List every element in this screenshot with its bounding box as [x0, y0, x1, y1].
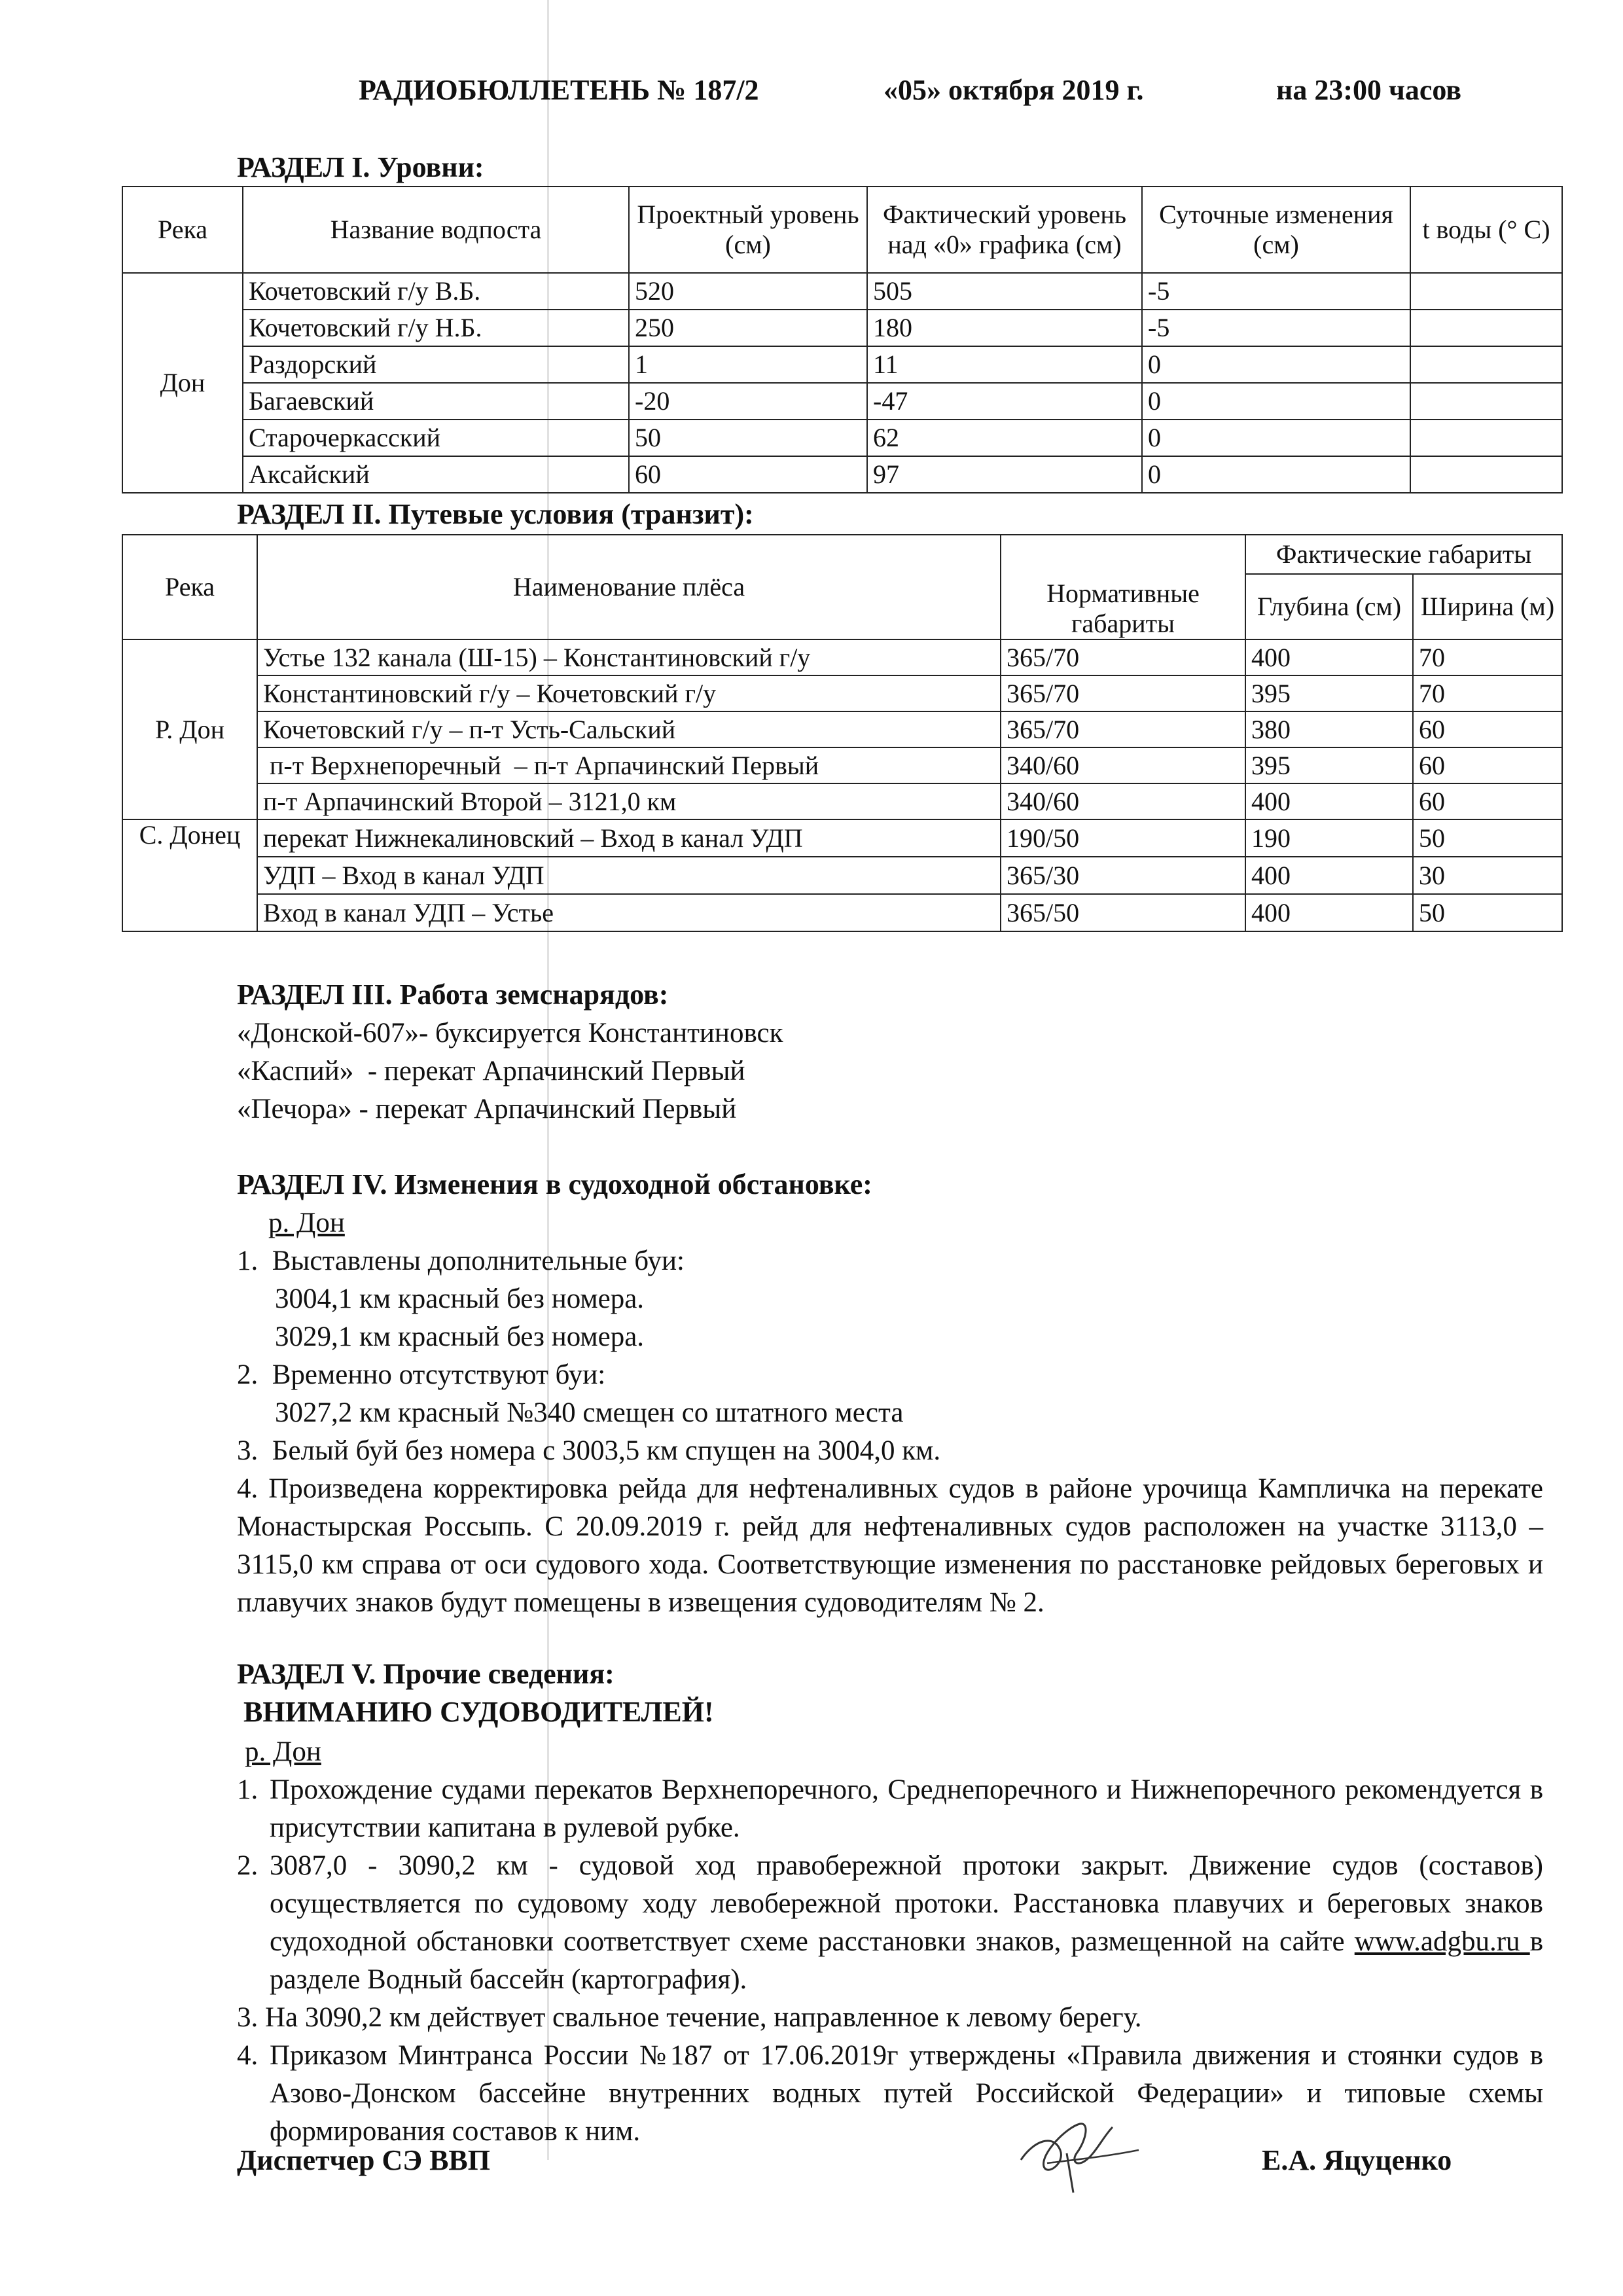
table-row	[122, 675, 1562, 711]
depth-cell: 395	[1245, 747, 1413, 783]
width-cell: 60	[1413, 783, 1562, 819]
col-norm-dims: Нормативные габариты	[1001, 535, 1245, 639]
col-width: Ширина (м)	[1413, 574, 1562, 639]
change-cell: 0	[1142, 383, 1410, 420]
temp-cell	[1410, 456, 1562, 493]
levels-header-row	[122, 187, 1562, 273]
change-cell: 0	[1142, 346, 1410, 383]
table-row	[122, 894, 1562, 931]
design-cell: 250	[629, 310, 867, 346]
transit-header-row-1	[122, 535, 1562, 574]
table-row	[122, 456, 1562, 493]
change-cell: 0	[1142, 420, 1410, 456]
width-cell: 50	[1413, 819, 1562, 857]
dredger-line: «Донской-607»- буксируется Константиновск	[237, 1018, 783, 1049]
col-design-level: Проектный уровень (см)	[629, 187, 867, 273]
bulletin-time: на 23:00 часов	[1276, 74, 1462, 106]
notice-1-text: Прохождение судами перекатов Верхнепоречного, Среднепоречного и Нижнепоречного рекомендуется в присутствии капитана в рулевой рубке.	[270, 1774, 1543, 1843]
bulletin-title: РАДИОБЮЛЛЕТЕНЬ № 187/2	[359, 74, 759, 106]
change-item-1a: 3004,1 км красный без номера.	[275, 1283, 645, 1314]
change-item-2: 2. Временно отсутствуют буи:	[237, 1359, 606, 1390]
section1-title: РАЗДЕЛ I. Уровни:	[237, 151, 484, 183]
dredger-line: «Печора» - перекат Арпачинский Первый	[237, 1094, 737, 1124]
notice-4-text: Приказом Минтранса России №187 от 17.06.2019г утверждены «Правила движения и стоянки судов в Азово-Донском бассейне внутренних водных путей Российской Федерации» и типовые схемы формирования составов к ним.	[270, 2040, 1543, 2147]
section2-title: РАЗДЕЛ II. Путевые условия (транзит):	[237, 498, 754, 530]
table-row	[122, 819, 1562, 857]
notice-3: 3. На 3090,2 км действует свальное течение, направленное к левому берегу.	[237, 2002, 1142, 2033]
section4-river: р. Дон	[268, 1208, 345, 1238]
col-water-temp: t воды (° С)	[1410, 187, 1562, 273]
section4-title: РАЗДЕЛ IV. Изменения в судоходной обстановке:	[237, 1168, 872, 1200]
reach-cell: Вход в канал УДП – Устье	[257, 894, 1001, 931]
reach-cell: перекат Нижнекалиновский – Вход в канал УДП	[257, 819, 1001, 857]
notice-1-number: 1.	[237, 1774, 259, 1805]
change-item-2a: 3027,2 км красный №340 смещен со штатного места	[275, 1397, 904, 1428]
depth-cell: 190	[1245, 819, 1413, 857]
change-cell: -5	[1142, 273, 1410, 310]
reach-cell: Константиновский г/у – Кочетовский г/у	[257, 675, 1001, 711]
actual-cell: 62	[867, 420, 1142, 456]
depth-cell: 400	[1245, 894, 1413, 931]
width-cell: 50	[1413, 894, 1562, 931]
post-cell: Кочетовский г/у Н.Б.	[243, 310, 629, 346]
handwritten-signature	[1008, 2114, 1145, 2199]
actual-cell: 505	[867, 273, 1142, 310]
actual-cell: 11	[867, 346, 1142, 383]
norm-cell: 340/60	[1001, 783, 1245, 819]
table-row	[122, 711, 1562, 747]
temp-cell	[1410, 420, 1562, 456]
col-reach-name: Наименование плёса	[257, 535, 1001, 639]
depth-cell: 400	[1245, 639, 1413, 675]
temp-cell	[1410, 346, 1562, 383]
norm-cell: 365/70	[1001, 675, 1245, 711]
table-row	[122, 639, 1562, 675]
table-row	[122, 783, 1562, 819]
design-cell: 520	[629, 273, 867, 310]
section5-subtitle: ВНИМАНИЮ СУДОВОДИТЕЛЕЙ!	[243, 1696, 714, 1728]
reach-cell: п-т Верхнепоречный – п-т Арпачинский Первый	[257, 747, 1001, 783]
section5-title: РАЗДЕЛ V. Прочие сведения:	[237, 1658, 615, 1690]
reach-cell: Устье 132 канала (Ш-15) – Константиновский г/у	[257, 639, 1001, 675]
width-cell: 70	[1413, 675, 1562, 711]
design-cell: 60	[629, 456, 867, 493]
post-cell: Раздорский	[243, 346, 629, 383]
dispatcher-title: Диспетчер СЭ ВВП	[237, 2144, 490, 2176]
norm-cell: 190/50	[1001, 819, 1245, 857]
river-cell: Р. Дон	[122, 639, 257, 819]
change-item-4: 4. Произведена корректировка рейда для нефтеналивных судов в районе урочища Кампличка на перекате Монастырская Россыпь. С 20.09.2019 г. рейд для нефтеналивных судов расположен на участке 3113,0 – 3115,0 км справа от оси судового хода. Соответствующие изменения по расстановке рейдовых береговых и плавучих знаков будут помещены в извещения судоводителям № 2.	[237, 1473, 1543, 1618]
table-row	[122, 383, 1562, 420]
dredger-line: «Каспий» - перекат Арпачинский Первый	[237, 1056, 745, 1086]
change-item-1b: 3029,1 км красный без номера.	[275, 1321, 645, 1352]
norm-cell: 365/70	[1001, 639, 1245, 675]
norm-cell: 365/50	[1001, 894, 1245, 931]
notice-2-text-a: 3087,0 - 3090,2 км - судовой ход правобережной протоки закрыт. Движение судов (составов) осуществляется по судовому ходу левобережной протоки. Расстановка плавучих и береговых знаков судоходной обстановки соответствует схеме расстановки знаков, размещенной на сайте	[270, 1850, 1543, 1957]
table-row	[122, 346, 1562, 383]
section5-river: р. Дон	[245, 1736, 321, 1767]
levels-table	[122, 186, 1563, 493]
col-river: Река	[122, 535, 257, 639]
width-cell: 60	[1413, 747, 1562, 783]
width-cell: 60	[1413, 711, 1562, 747]
width-cell: 30	[1413, 857, 1562, 894]
depth-cell: 380	[1245, 711, 1413, 747]
post-cell: Аксайский	[243, 456, 629, 493]
col-post-name: Название водпоста	[243, 187, 629, 273]
reach-cell: УДП – Вход в канал УДП	[257, 857, 1001, 894]
section3-title: РАЗДЕЛ III. Работа земснарядов:	[237, 978, 669, 1011]
norm-cell: 365/30	[1001, 857, 1245, 894]
change-cell: 0	[1142, 456, 1410, 493]
temp-cell	[1410, 310, 1562, 346]
bulletin-date: «05» октября 2019 г.	[883, 74, 1144, 106]
notice-2-number: 2.	[237, 1850, 259, 1881]
change-item-1: 1. Выставлены дополнительные буи:	[237, 1246, 685, 1276]
norm-cell: 340/60	[1001, 747, 1245, 783]
reach-cell: п-т Арпачинский Второй – 3121,0 км	[257, 783, 1001, 819]
notice-2-text-b: в разделе Водный бассейн (картография).	[270, 1926, 1544, 1995]
design-cell: 1	[629, 346, 867, 383]
width-cell: 70	[1413, 639, 1562, 675]
depth-cell: 400	[1245, 857, 1413, 894]
website-link[interactable]: www.adgbu.ru	[1354, 1926, 1530, 1957]
depth-cell: 400	[1245, 783, 1413, 819]
notice-2-text	[270, 1847, 1543, 1999]
river-cell: Дон	[122, 273, 243, 493]
col-daily-change: Суточные изменения (см)	[1142, 187, 1410, 273]
post-cell: Старочеркасский	[243, 420, 629, 456]
col-actual-dims: Фактические габариты	[1245, 535, 1562, 574]
design-cell: -20	[629, 383, 867, 420]
dispatcher-name: Е.А. Яцуценко	[1262, 2144, 1452, 2176]
change-cell: -5	[1142, 310, 1410, 346]
temp-cell	[1410, 383, 1562, 420]
notice-4-number: 4.	[237, 2040, 259, 2071]
change-item-3: 3. Белый буй без номера с 3003,5 км спущен на 3004,0 км.	[237, 1435, 941, 1466]
depth-cell: 395	[1245, 675, 1413, 711]
transit-table	[122, 534, 1563, 932]
reach-cell: Кочетовский г/у – п-т Усть-Сальский	[257, 711, 1001, 747]
design-cell: 50	[629, 420, 867, 456]
table-row	[122, 273, 1562, 310]
table-row	[122, 420, 1562, 456]
actual-cell: 180	[867, 310, 1142, 346]
river-cell: С. Донец	[122, 819, 257, 931]
post-cell: Багаевский	[243, 383, 629, 420]
temp-cell	[1410, 273, 1562, 310]
norm-cell: 365/70	[1001, 711, 1245, 747]
actual-cell: -47	[867, 383, 1142, 420]
post-cell: Кочетовский г/у В.Б.	[243, 273, 629, 310]
col-river: Река	[122, 187, 243, 273]
table-row	[122, 310, 1562, 346]
col-depth: Глубина (см)	[1245, 574, 1413, 639]
table-row	[122, 747, 1562, 783]
col-actual-level: Фактический уровень над «0» графика (см)	[867, 187, 1142, 273]
table-row	[122, 857, 1562, 894]
actual-cell: 97	[867, 456, 1142, 493]
